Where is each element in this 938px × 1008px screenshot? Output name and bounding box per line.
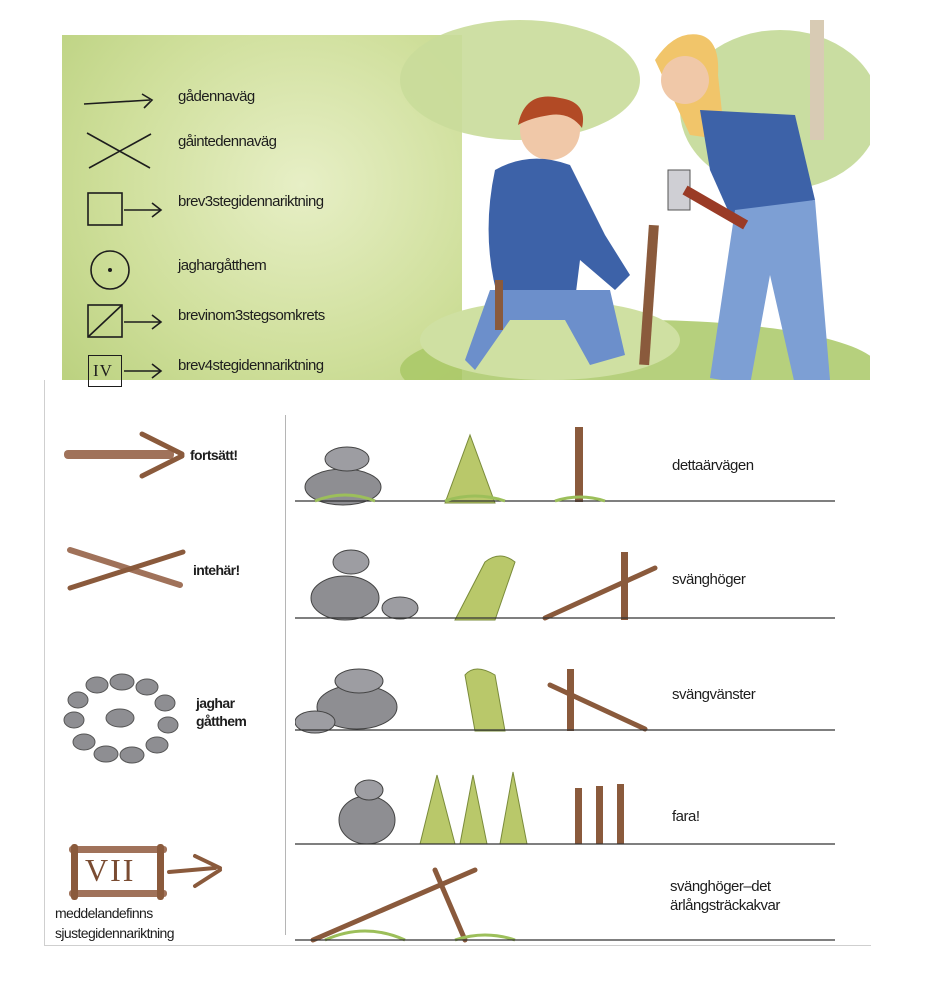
roman-four-arrow-icon <box>86 352 166 392</box>
circle-dot-icon <box>86 248 136 292</box>
roman-seven-glyph: VII <box>85 852 136 888</box>
key-label-gone-home: jaghargåtthem <box>178 257 267 274</box>
key-label-letter-3-steps: brev3stegidennariktning <box>178 193 324 210</box>
cross-icon <box>85 128 155 173</box>
stick-label-message-1: meddelandefinns <box>55 905 153 921</box>
stone-ring-icon <box>62 670 182 765</box>
trail-label-long-way-1: svänghöger–det <box>670 878 771 895</box>
square-arrow-icon <box>86 190 166 230</box>
stick-label-gone-home-1: jaghar <box>196 695 235 711</box>
trail-row-turn-right <box>295 540 840 630</box>
stick-label-not-here: intehär! <box>193 562 240 578</box>
trail-row-danger <box>295 760 840 850</box>
scouts-illustration <box>400 20 870 415</box>
trail-label-turn-left: svängvänster <box>672 686 756 703</box>
crossed-sticks-icon <box>65 540 190 595</box>
trail-label-this-way: dettaärvägen <box>672 457 754 474</box>
trail-row-this-way <box>295 415 840 510</box>
stick-label-message-2: sjustegidennariktning <box>55 925 174 941</box>
roman-four-glyph: IV <box>93 361 113 380</box>
column-divider <box>285 415 286 935</box>
key-label-letter-4-steps: brev4stegidennariktning <box>178 357 324 374</box>
arrow-icon <box>82 92 157 112</box>
trail-row-turn-left <box>295 655 840 740</box>
trail-label-turn-right: svänghöger <box>672 571 746 588</box>
trail-label-long-way-2: ärlångsträckakvar <box>670 897 780 914</box>
stick-label-gone-home-2: gåtthem <box>196 713 247 729</box>
square-diagonal-arrow-icon <box>86 302 166 342</box>
stick-label-continue: fortsätt! <box>190 447 238 463</box>
key-label-letter-within-3: brevinom3stegsomkrets <box>178 307 325 324</box>
trail-label-danger: fara! <box>672 808 700 825</box>
stick-arrow-icon <box>62 428 187 483</box>
key-label-go-this-way: gådennaväg <box>178 88 255 105</box>
key-label-dont-go: gåintedennaväg <box>178 133 277 150</box>
stick-frame-vii-icon <box>65 840 235 902</box>
